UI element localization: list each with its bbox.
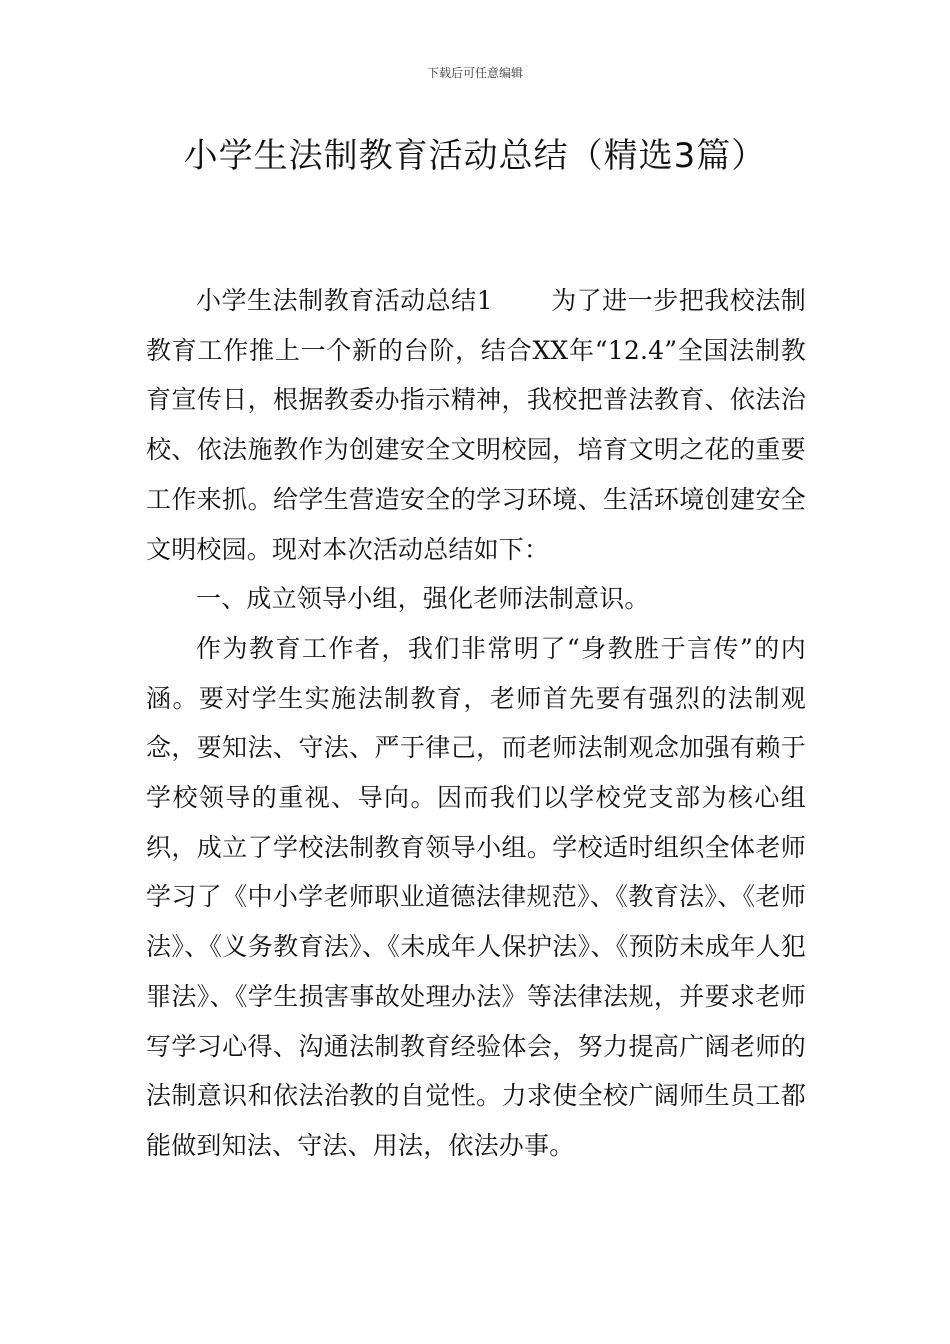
document-title: 小学生法制教育活动总结（精选3篇） <box>183 136 767 176</box>
intro-paragraph <box>146 276 806 574</box>
section-paragraph: 作为教育工作者，我们非常明了“身教胜于言传”的内涵。要对学生实施法制教育，老师首先要有强烈的法制观念，要知法、守法、严于律己，而老师法制观念加强有赖于学校领导的重视、导向。因而我们以学校党支部为核心组织，成立了学校法制教育领导小组。学校适时组织全体老师学习了《中小学老师职业道德法律规范》、《教育法》、《老师法》、《义务教育法》、《未成年人保护法》、《预防未成年人犯罪法》、《学生损害事故处理办法》等法律法规，并要求老师写学习心得、沟通法制教育经验体会，努力提高广阔老师的法制意识和依法治教的自觉性。力求使全校广阔师生员工都能做到知法、守法、用法，依法办事。 <box>146 633 806 1160</box>
section-heading: 一、成立领导小组，强化老师法制意识。 <box>196 584 650 614</box>
document-body <box>146 276 806 1171</box>
intro-text: 为了进一步把我校法制教育工作推上一个新的台阶，结合XX年“12.4”全国法制教育宣传日，根据教委办指示精神，我校把普法教育、依法治校、依法施教作为创建安全文明校园，培育文明之花的重要工作来抓。给学生营造安全的学习环境、生活环境创建安全文明校园。现对本次活动总结如下： <box>146 286 806 564</box>
header-note: 下载后可任意编辑 <box>426 66 523 80</box>
intro-label: 小学生法制教育活动总结1 <box>196 286 493 315</box>
